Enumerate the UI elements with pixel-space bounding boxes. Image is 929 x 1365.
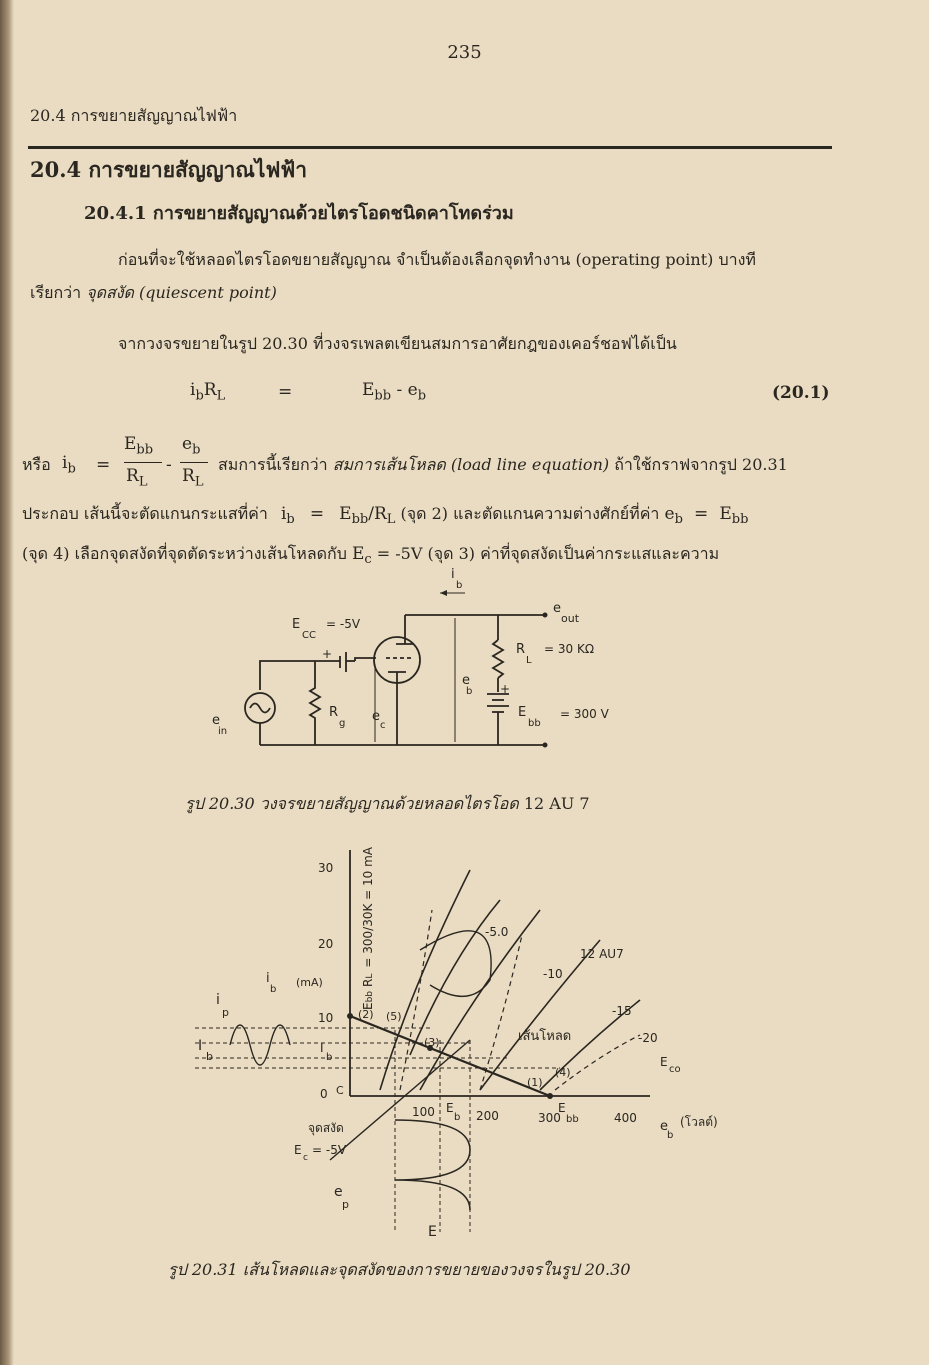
paragraph-1-line-2: [30, 281, 277, 306]
text-span: สมการนี้เรียกว่า: [218, 455, 328, 474]
formula-sub: bb: [365, 990, 375, 1003]
eq2-lhs: [62, 453, 76, 476]
eq-symbol: E: [124, 434, 137, 454]
text-span: ประกอบ เส้นนี้จะตัดแกนกระแสที่ค่า: [22, 504, 268, 523]
figure-20-30-caption: [185, 792, 590, 817]
eq-symbol: e: [664, 504, 675, 524]
point-5-label: (5): [386, 1010, 402, 1023]
eq-symbol: R: [203, 380, 217, 400]
paragraph-3-line-1: [22, 502, 748, 527]
eq-symbol: R: [182, 466, 195, 486]
q-ec-sub: c: [303, 1153, 308, 1163]
eout-sub: out: [561, 612, 580, 625]
formula-text: [361, 846, 375, 1010]
fraction-bar: [180, 462, 208, 463]
ebb-sub: bb: [528, 718, 541, 729]
load-line-term: สมการเส้นโหลด (load line equation): [332, 455, 610, 474]
eq-symbol: E: [362, 380, 375, 400]
ib-axis-sub: b: [326, 1052, 333, 1063]
eq-symbol: =: [309, 504, 325, 524]
text-span: (จุด 4) เลือกจุดสงัดที่จุดตัดระหว่างเส้นโหลดกับ: [22, 544, 347, 563]
plus-sign: +: [500, 682, 511, 696]
eq-sub: L: [386, 512, 396, 528]
tube-model: 12 AU 7: [523, 794, 590, 813]
page-number: 235: [447, 42, 482, 63]
rl-value: = 30 KΩ: [544, 642, 594, 656]
eq-symbol: E: [719, 504, 732, 524]
eq2-text: [218, 453, 788, 478]
point-1-label: (1): [527, 1076, 543, 1089]
eq-sub: bb: [351, 512, 369, 528]
x-ebb-label: E: [558, 1101, 566, 1115]
point-4-label: (4): [555, 1066, 571, 1079]
x-eb-sub: b: [454, 1112, 461, 1123]
origin-label: C: [336, 1084, 344, 1097]
ec-sub: c: [380, 720, 386, 731]
subsection-title: [84, 198, 514, 227]
ep-label: e: [334, 1184, 343, 1200]
eco-sub: co: [669, 1064, 681, 1075]
y-tick-20: 20: [318, 937, 334, 951]
formula-sub: L: [365, 973, 375, 979]
ecc-label: E: [292, 617, 301, 632]
y-tick-0: 0: [320, 1087, 328, 1101]
section-number: 20.4: [30, 157, 82, 182]
section-heading: การขยายสัญญาณไฟฟ้า: [88, 157, 307, 182]
plate-curve-0: [380, 870, 470, 1090]
eq-sub: b: [67, 461, 76, 477]
ip-label: i: [216, 992, 220, 1008]
fraction-bar: [124, 462, 162, 463]
eq-symbol: i: [190, 380, 196, 400]
eq2-equals: =: [96, 455, 111, 475]
eq2-fraction-1-numerator: [124, 434, 153, 457]
y-tick-30: 30: [318, 861, 334, 875]
point-4-marker: [547, 1093, 553, 1099]
eq-sub: b: [286, 512, 295, 528]
eq-symbol: E: [339, 504, 352, 524]
paragraph-2: จากวงจรขยายในรูป 20.30 ที่วงจรเพลตเขียนสมการอาศัยกฎของเคอร์ชอฟได้เป็น: [118, 334, 677, 353]
x-unit: (โวลต์): [680, 1115, 718, 1129]
eb-sub: b: [466, 686, 473, 697]
text-span: เรียกว่า: [30, 283, 82, 302]
input-signal-waveform: [230, 1025, 290, 1065]
formula-r: R: [361, 978, 375, 987]
eq-symbol: i: [62, 453, 68, 473]
quiescent-term: จุดสงัด (quiescent point): [86, 283, 277, 302]
eq-sub: L: [138, 474, 148, 490]
curve-label-minus-5: -5.0: [485, 925, 509, 939]
y-tick-10: 10: [318, 1011, 334, 1025]
ecc-sub: CC: [302, 630, 316, 641]
eq2-fraction-2-numerator: [182, 434, 200, 457]
running-head: 20.4 การขยายสัญญาณไฟฟ้า: [30, 106, 238, 125]
eq-sub: b: [674, 512, 683, 528]
eq-sub: L: [216, 388, 226, 404]
y-label-sub: b: [270, 984, 277, 995]
grid-resistor-symbol: [310, 661, 320, 745]
eq-sub: bb: [136, 442, 154, 458]
point-2-label: (2): [358, 1008, 374, 1021]
figure-20-30-circuit: [0, 560, 929, 790]
point-3-label: (3): [424, 1036, 440, 1049]
eq-symbol: =: [693, 504, 709, 524]
text-span: ถ้าใช้กราฟจากรูป 20.31: [614, 455, 788, 474]
rg-sub: g: [339, 718, 346, 729]
rl-sub: L: [526, 655, 532, 666]
ec-label: e: [372, 709, 380, 724]
equation-number-20-1: (20.1): [772, 383, 830, 403]
ein-label: e: [212, 713, 220, 728]
ein-sub: in: [218, 726, 228, 737]
ib-quiescent-label: I: [198, 1038, 203, 1054]
eq2-minus: -: [166, 455, 172, 475]
eq-sub: L: [194, 474, 204, 490]
eq-symbol: i: [280, 504, 287, 524]
ib-quiescent-sub: b: [206, 1050, 213, 1063]
eout-label: e: [553, 601, 561, 616]
eq-symbol: - e: [396, 380, 418, 400]
ip-sub: p: [222, 1006, 229, 1019]
equation-20-1-equals: =: [278, 382, 293, 402]
text-span: (จุด 2) และตัดแกนความต่างศักย์ที่ค่า: [400, 504, 660, 523]
y-label-i: i: [266, 971, 270, 986]
paragraph-1-line-1: ก่อนที่จะใช้หลอดไตรโอดขยายสัญญาณ จำเป็นต้องเลือกจุดทำงาน (operating point) บางที: [118, 250, 756, 269]
plate-voltage-waveform: [395, 1120, 470, 1210]
tube-label: 12 AU7: [580, 947, 624, 961]
ib-label: i: [451, 567, 455, 582]
eco-label: E: [660, 1055, 668, 1069]
x-ebb-sub: bb: [566, 1114, 579, 1125]
subsection-heading: การขยายสัญญาณด้วยไตรโอดชนิดคาโทดร่วม: [152, 203, 514, 224]
curve-label-minus-20: -20: [638, 1031, 658, 1045]
load-line-label: เส้นโหลด: [518, 1029, 572, 1044]
load-resistor-symbol: [493, 640, 503, 678]
equation-20-1-lhs: [190, 380, 225, 403]
section-title: [30, 154, 307, 187]
eq2-prefix: หรือ: [22, 455, 51, 474]
eq-sub: c: [364, 552, 372, 568]
y-unit: (mA): [296, 976, 323, 989]
x-label-e: e: [660, 1119, 668, 1134]
q-ec-label: E: [294, 1143, 302, 1157]
figure-20-31-caption: รูป 20.31 เส้นโหลดและจุดสงัดของการขยายของวงจรในรูป 20.30: [168, 1260, 631, 1279]
x-tick-200: 200: [476, 1109, 499, 1123]
eq2-fraction-2-denominator: [182, 466, 203, 489]
curve-label-minus-15: -15: [612, 1004, 632, 1018]
subsection-number: 20.4.1: [84, 203, 147, 224]
rg-label: R: [329, 705, 339, 720]
q-ec-value: = -5V: [312, 1143, 347, 1157]
eq-sub: bb: [731, 512, 749, 528]
eq2-fraction-1-denominator: [126, 466, 147, 489]
ep-sub: p: [342, 1198, 349, 1211]
header-rule: [28, 146, 832, 149]
formula-e: E: [361, 1002, 375, 1010]
ib-sub: b: [456, 580, 463, 591]
x-label-sub: b: [667, 1130, 674, 1141]
figure-20-31-load-line-graph: [0, 840, 929, 1240]
x-eb-label: E: [446, 1101, 454, 1115]
point-2-marker: [347, 1013, 353, 1019]
curve-label-minus-10: -10: [543, 967, 563, 981]
text-span: = -5V (จุด 3) ค่าที่จุดสงัดเป็นค่ากระแสและความ: [376, 544, 720, 563]
x-tick-400: 400: [614, 1111, 637, 1125]
rl-label: R: [516, 642, 526, 657]
eq-sub: b: [195, 388, 204, 404]
eq-symbol: e: [182, 434, 193, 454]
caption-text: รูป 20.30 วงจรขยายสัญญาณด้วยหลอดไตรโอด: [185, 794, 519, 813]
eq-sub: b: [417, 388, 427, 404]
eb-label: e: [462, 673, 470, 688]
ebb-label: E: [518, 705, 527, 720]
ib-axis-label: I: [320, 1041, 324, 1055]
eb-bottom-label: E: [428, 1224, 437, 1240]
grid-bias-battery-symbol: [340, 652, 346, 672]
eq-sub: b: [192, 442, 201, 458]
x-tick-100: 100: [412, 1105, 435, 1119]
eq-sub: bb: [374, 388, 392, 404]
eq-symbol: R: [126, 466, 139, 486]
eq-symbol: /R: [368, 504, 387, 524]
ebb-value: = 300 V: [560, 707, 609, 721]
ecc-value: = -5V: [326, 617, 361, 631]
plus-sign: +: [322, 647, 333, 661]
eq-symbol: E: [351, 544, 365, 564]
quiescent-label: จุดสงัด: [308, 1121, 344, 1135]
x-tick-300: 300: [538, 1111, 561, 1125]
equation-20-1-rhs: [362, 380, 426, 403]
formula-value: = 300/30K = 10 mA: [361, 846, 375, 968]
